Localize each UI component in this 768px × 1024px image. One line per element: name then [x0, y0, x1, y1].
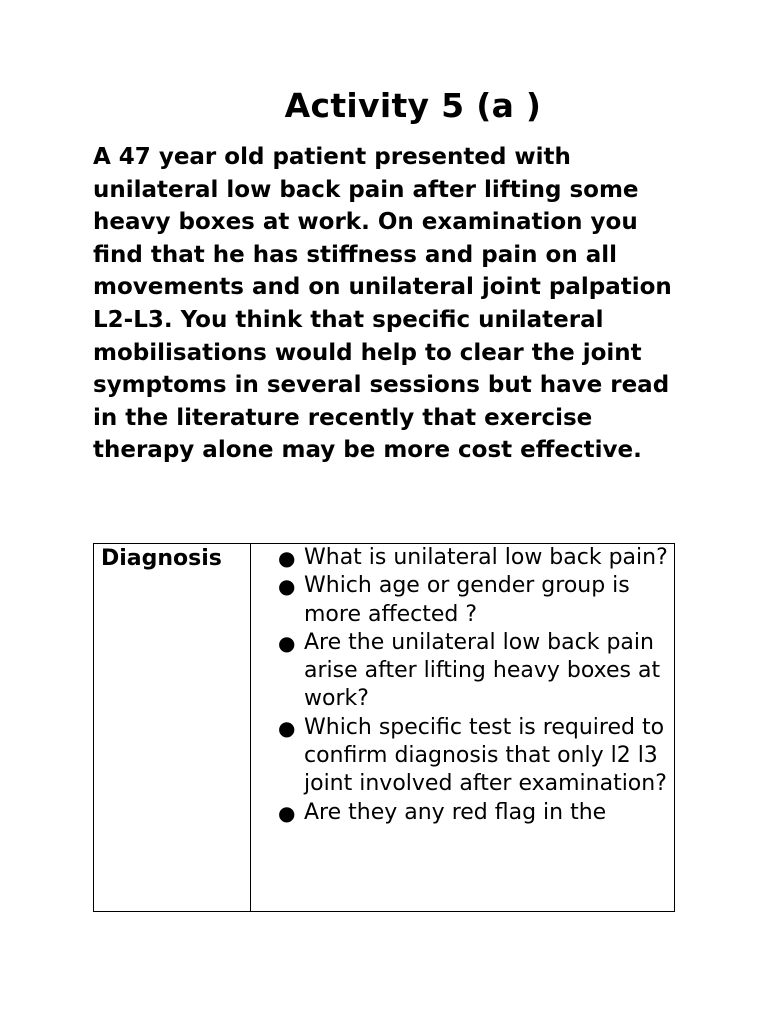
- list-item: [278, 714, 674, 799]
- question-text: Which specific test is required to confirm diagnosis that only l2 l3 joint involved after examination?: [304, 714, 667, 797]
- bullet-icon: ●: [278, 630, 296, 655]
- row-label-diagnosis: Diagnosis: [94, 544, 251, 912]
- bullet-icon: ●: [278, 546, 296, 570]
- page-title: Activity 5 (a ): [284, 86, 542, 125]
- case-scenario-paragraph: A 47 year old patient presented with unilateral low back pain after lifting some heavy boxes at work. On examination you find that he has stiffness and pain on all movements and on unilateral joint palpation L2-L3. You think that specific unilateral mobilisations would help to clear the joint symptoms in several sessions but have read in the literature recently that exercise therapy alone may be more cost effective.: [93, 144, 672, 464]
- list-item: [278, 572, 674, 629]
- bullet-icon: ●: [278, 574, 296, 599]
- question-list: [251, 544, 674, 827]
- list-item: [278, 799, 674, 827]
- table-row: [94, 544, 675, 912]
- question-table: [93, 543, 675, 912]
- bullet-icon: ●: [278, 715, 296, 740]
- list-item: [278, 629, 674, 714]
- question-text: Which age or gender group is more affected ?: [304, 573, 630, 627]
- question-text: What is unilateral low back pain?: [304, 545, 668, 570]
- question-text: Are the unilateral low back pain arise after lifting heavy boxes at work?: [304, 629, 661, 712]
- row-questions-cell: [251, 544, 675, 912]
- bullet-icon: ●: [278, 800, 296, 825]
- list-item: [278, 544, 674, 572]
- questions-clip: [251, 544, 674, 910]
- question-text: Are they any red flag in the: [304, 799, 607, 825]
